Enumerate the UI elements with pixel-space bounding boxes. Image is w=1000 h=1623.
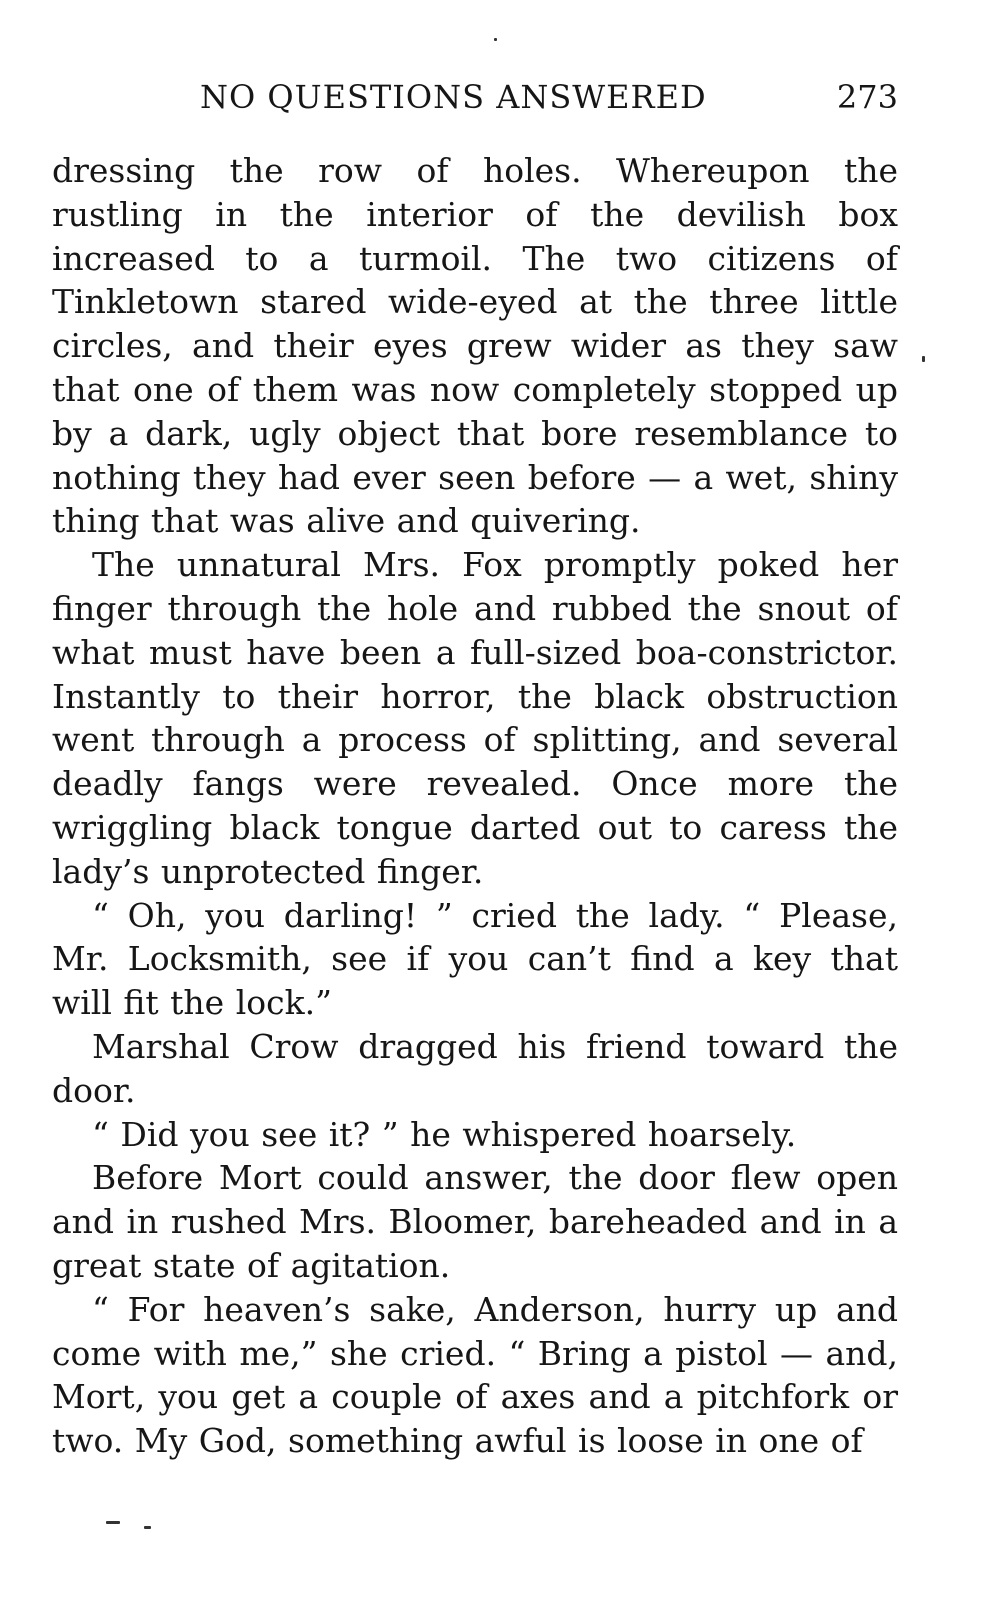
print-speck bbox=[144, 1526, 151, 1529]
paragraph-continuation: dressing the row of holes. Whereupon the rustling in the interior of the devilish box increased to a turmoil. The two citizens of Tinkletown stared wide-eyed at the three little circles, and their eyes grew wider as they saw that one of them was now completely stopped up by a dark, ugly object that bore resemblance to nothing they had ever seen before — a wet, shiny thing that was alive and quivering. bbox=[52, 151, 898, 541]
paragraph: “ For heaven’s sake, Anderson, hurry up and come with me,” she cried. “ Bring a pistol — and, Mort, you get a couple of axes and a pitchfork or two. My God, something awful is loose in one of bbox=[52, 1289, 898, 1461]
print-speck bbox=[106, 1521, 120, 1524]
paragraph: Marshal Crow dragged his friend toward the door. bbox=[52, 1026, 898, 1110]
paragraph: “ Did you see it? ” he whispered hoarsely. bbox=[92, 1114, 797, 1154]
running-header bbox=[52, 78, 898, 122]
body-text bbox=[52, 149, 898, 1463]
running-title: NO QUESTIONS ANSWERED bbox=[200, 78, 707, 116]
print-speck bbox=[494, 38, 497, 41]
page-number: 273 bbox=[836, 78, 898, 116]
paragraph: The unnatural Mrs. Fox promptly poked her finger through the hole and rubbed the snout of what must have been a full-sized boa-constrictor. Instantly to their horror, the black obstruction went through a process of splitting, and several deadly fangs were revealed. Once more the wriggling black tongue darted out to caress the lady’s unprotected finger. bbox=[52, 545, 898, 891]
paragraph: Before Mort could answer, the door flew open and in rushed Mrs. Bloomer, bareheaded and in a great state of agitation. bbox=[52, 1158, 898, 1285]
print-speck bbox=[922, 356, 925, 362]
paragraph: “ Oh, you darling! ” cried the lady. “ Please, Mr. Locksmith, see if you can’t find a key that will fit the lock.” bbox=[52, 895, 898, 1023]
